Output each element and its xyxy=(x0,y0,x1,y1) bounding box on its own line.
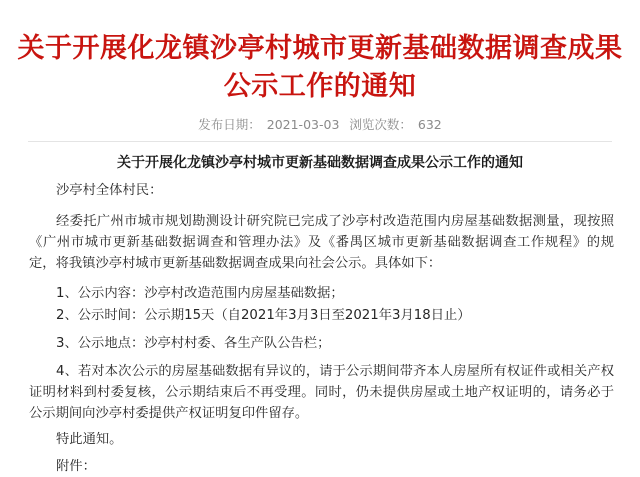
view-count: 632 xyxy=(417,117,442,132)
closing: 特此通知。 xyxy=(56,432,123,447)
attachment-label: 附件： xyxy=(56,459,96,474)
publish-date: 2021-03-03 xyxy=(266,117,340,132)
intro-paragraph: 经委托广州市城市规划勘测设计研究院已完成了沙亭村改造范围内房屋基础数据测量，现按照《广州市城市更新基础数据调查和管理办法》及《番禺区城市更新基础数据调查工作规程》的规定，将我镇沙亭村城市更新基础数据调查成果向社会公示。具体如下： xyxy=(29,214,614,271)
view-count-label: 浏览次数： xyxy=(349,117,412,132)
title-line-2: 公示工作的通知 xyxy=(223,71,417,102)
title-line-1: 关于开展化龙镇沙亭村城市更新基础数据调查成果 xyxy=(17,33,623,64)
page-title xyxy=(0,30,640,106)
article-subtitle: 关于开展化龙镇沙亭村城市更新基础数据调查成果公示工作的通知 xyxy=(117,155,523,171)
list-item: 2、公示时间：公示期15天（自2021年3月3日至2021年3月18日止） xyxy=(56,308,471,323)
list-item: 3、公示地点：沙亭村村委、各生产队公告栏； xyxy=(56,336,331,351)
divider xyxy=(28,141,612,142)
publish-date-label: 发布日期： xyxy=(198,117,261,132)
greeting: 沙亭村全体村民： xyxy=(56,183,163,198)
list-item: 4、若对本次公示的房屋基础数据有异议的，请于公示期间带齐本人房屋所有权证件或相关产权证明材料到村委复核，公示期结束后不再受理。同时，仍未提供房屋或土地产权证明的，请务必于公示期间向沙亭村委提供产权证明复印件留存。 xyxy=(29,364,614,421)
article-meta xyxy=(0,117,640,133)
list-item: 1、公示内容：沙亭村改造范围内房屋基础数据； xyxy=(56,286,344,301)
